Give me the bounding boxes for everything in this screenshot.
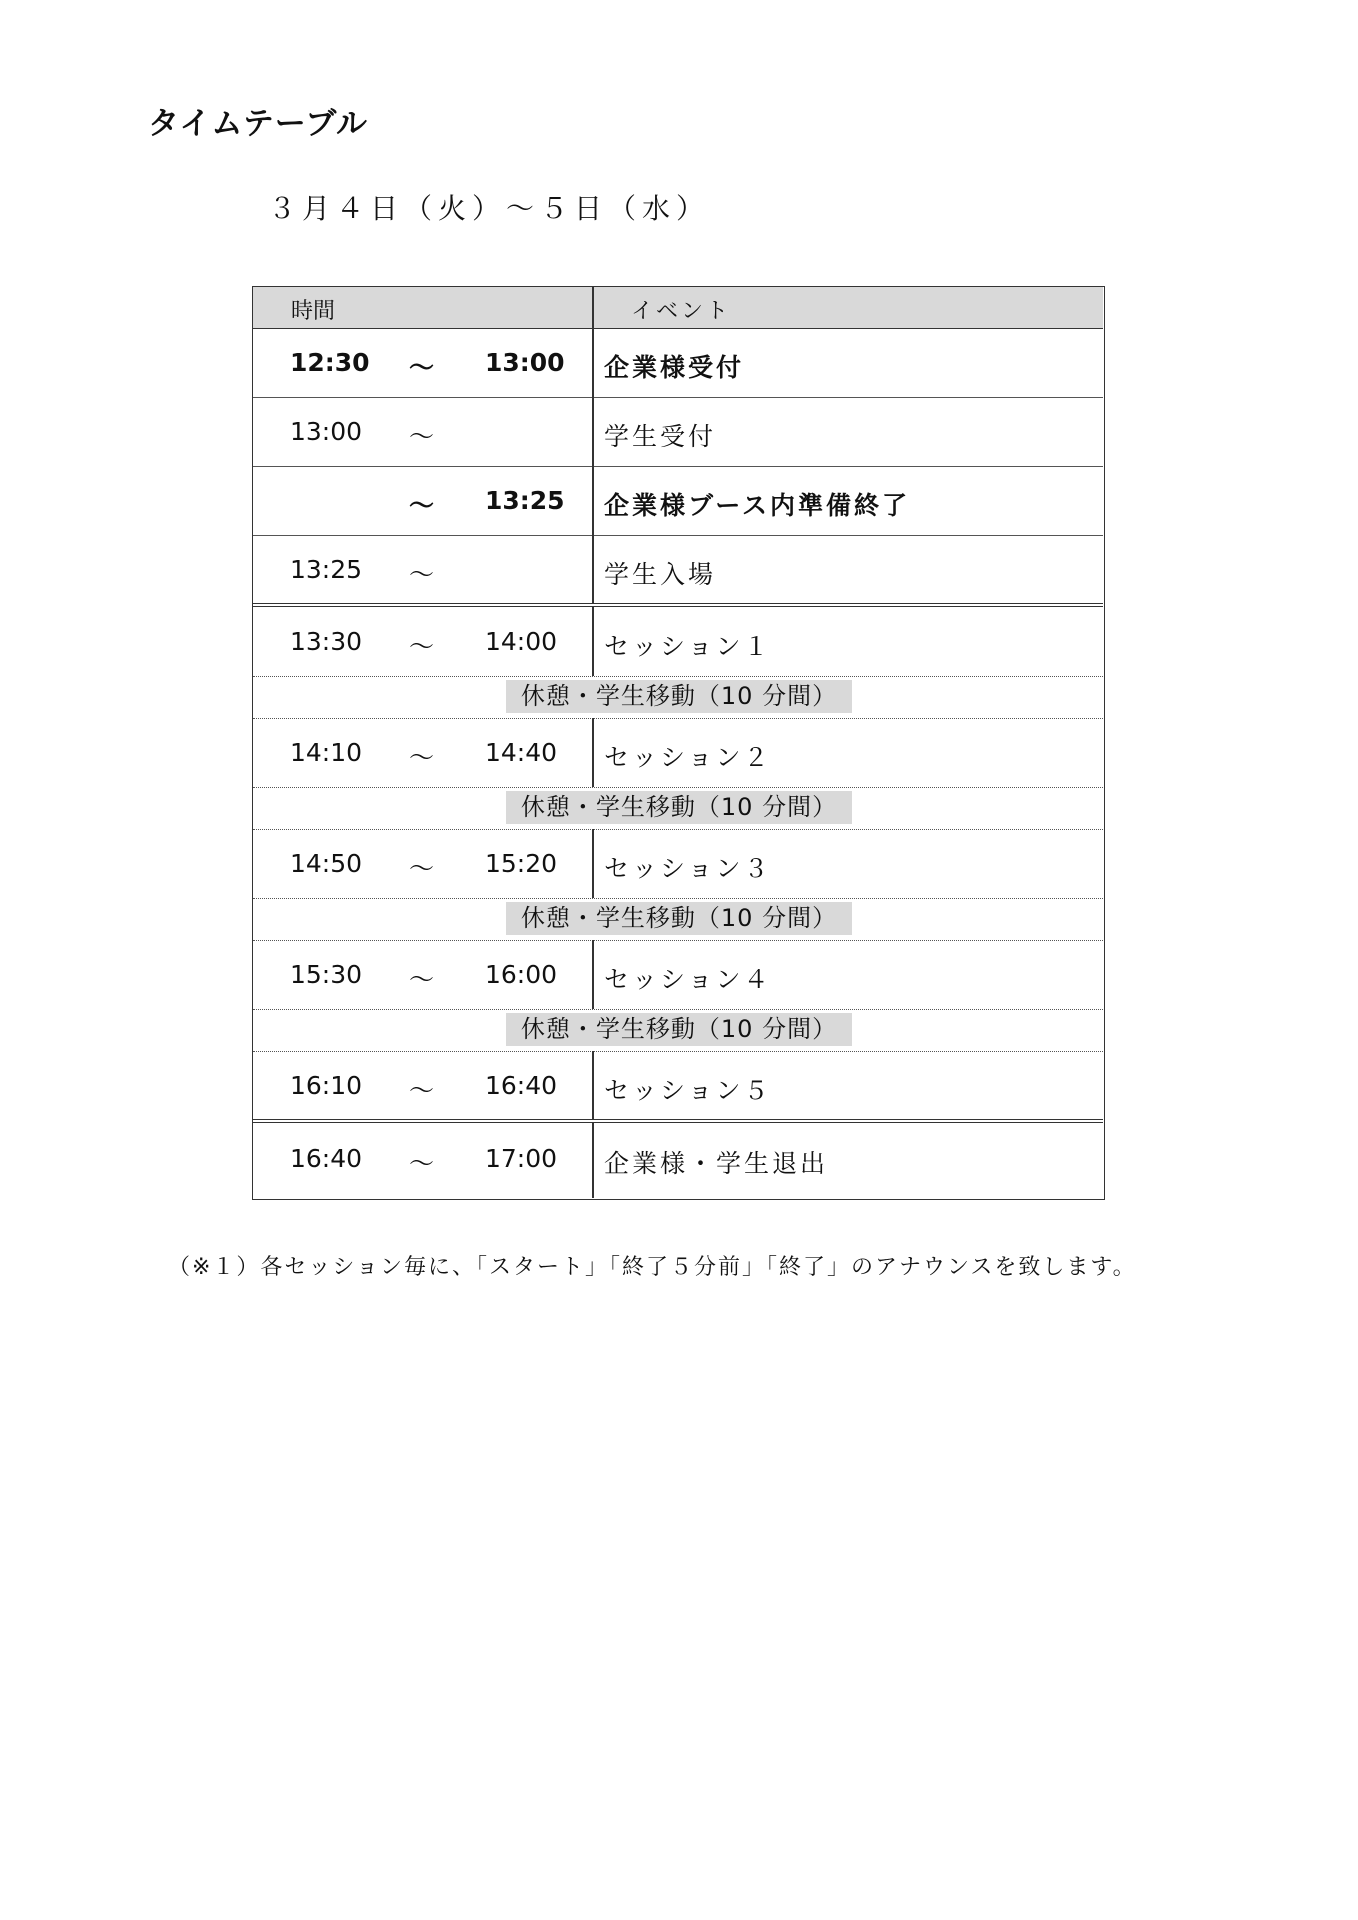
time-tilde: ～: [409, 422, 435, 451]
column-divider: [592, 535, 594, 603]
column-divider: [592, 397, 594, 466]
time-from: 12:30: [290, 348, 370, 377]
time-to: 15:20: [485, 849, 558, 878]
footnote: （※１）各セッション毎に、「スタート」「終了５分前」「終了」のアナウンスを致します。: [168, 1255, 1137, 1280]
break-row: [253, 676, 1103, 718]
table-row: [253, 940, 1103, 1009]
table-header: [253, 287, 1103, 329]
time-tilde: ～: [409, 560, 435, 589]
event-label: セッション３: [604, 854, 772, 883]
time-from: 13:00: [290, 417, 363, 446]
column-divider: [592, 1123, 594, 1198]
break-label: 休憩・学生移動（10 分間）: [506, 902, 852, 935]
table-row: [253, 718, 1103, 787]
time-tilde: ～: [409, 965, 435, 994]
column-divider: [592, 718, 594, 787]
event-label: セッション２: [604, 743, 772, 772]
table-row: [253, 535, 1103, 603]
time-to: 16:00: [485, 960, 558, 989]
time-to: 17:00: [485, 1144, 558, 1173]
time-tilde: ～: [409, 854, 435, 883]
table-row: [253, 466, 1103, 535]
column-divider: [592, 328, 594, 397]
time-from: 15:30: [290, 960, 363, 989]
break-label: 休憩・学生移動（10 分間）: [506, 1013, 852, 1046]
time-tilde: ～: [409, 1149, 435, 1178]
column-divider: [592, 466, 594, 535]
table-row: [253, 1051, 1103, 1119]
event-label: 企業様・学生退出: [604, 1149, 829, 1178]
break-row: [253, 787, 1103, 829]
time-to: 14:00: [485, 627, 558, 656]
time-from: 13:25: [290, 555, 363, 584]
page-title: タイムテーブル: [148, 106, 368, 142]
time-to: 13:00: [485, 348, 565, 377]
time-tilde: ～: [409, 632, 435, 661]
timetable: [252, 286, 1105, 1200]
event-label: セッション４: [604, 965, 772, 994]
table-row: [253, 607, 1103, 676]
break-label: 休憩・学生移動（10 分間）: [506, 791, 852, 824]
time-from: 16:40: [290, 1144, 363, 1173]
column-divider: [592, 1051, 594, 1119]
time-from: 14:10: [290, 738, 363, 767]
time-tilde: ～: [409, 491, 435, 520]
time-tilde: ～: [409, 1076, 435, 1105]
column-divider: [592, 287, 594, 328]
event-date: ３月４日（火）～５日（水）: [268, 192, 711, 225]
table-row: [253, 397, 1103, 466]
break-row: [253, 898, 1103, 940]
header-time: 時間: [291, 299, 336, 324]
event-label: セッション１: [604, 632, 772, 661]
break-row: [253, 1009, 1103, 1051]
table-row: [253, 1123, 1103, 1198]
time-to: 14:40: [485, 738, 558, 767]
time-tilde: ～: [409, 353, 435, 382]
time-from: 16:10: [290, 1071, 363, 1100]
column-divider: [592, 940, 594, 1009]
column-divider: [592, 829, 594, 898]
time-tilde: ～: [409, 743, 435, 772]
event-label: 学生入場: [604, 560, 717, 589]
column-divider: [592, 607, 594, 676]
header-event: イベント: [631, 299, 732, 324]
time-from: 13:30: [290, 627, 363, 656]
time-to: 16:40: [485, 1071, 558, 1100]
event-label: 企業様ブース内準備終了: [604, 491, 911, 520]
time-from: 14:50: [290, 849, 363, 878]
event-label: セッション５: [604, 1076, 772, 1105]
time-to: 13:25: [485, 486, 565, 515]
event-label: 学生受付: [604, 422, 717, 451]
event-label: 企業様受付: [604, 353, 745, 382]
table-row: [253, 829, 1103, 898]
table-row: [253, 328, 1103, 397]
break-label: 休憩・学生移動（10 分間）: [506, 680, 852, 713]
